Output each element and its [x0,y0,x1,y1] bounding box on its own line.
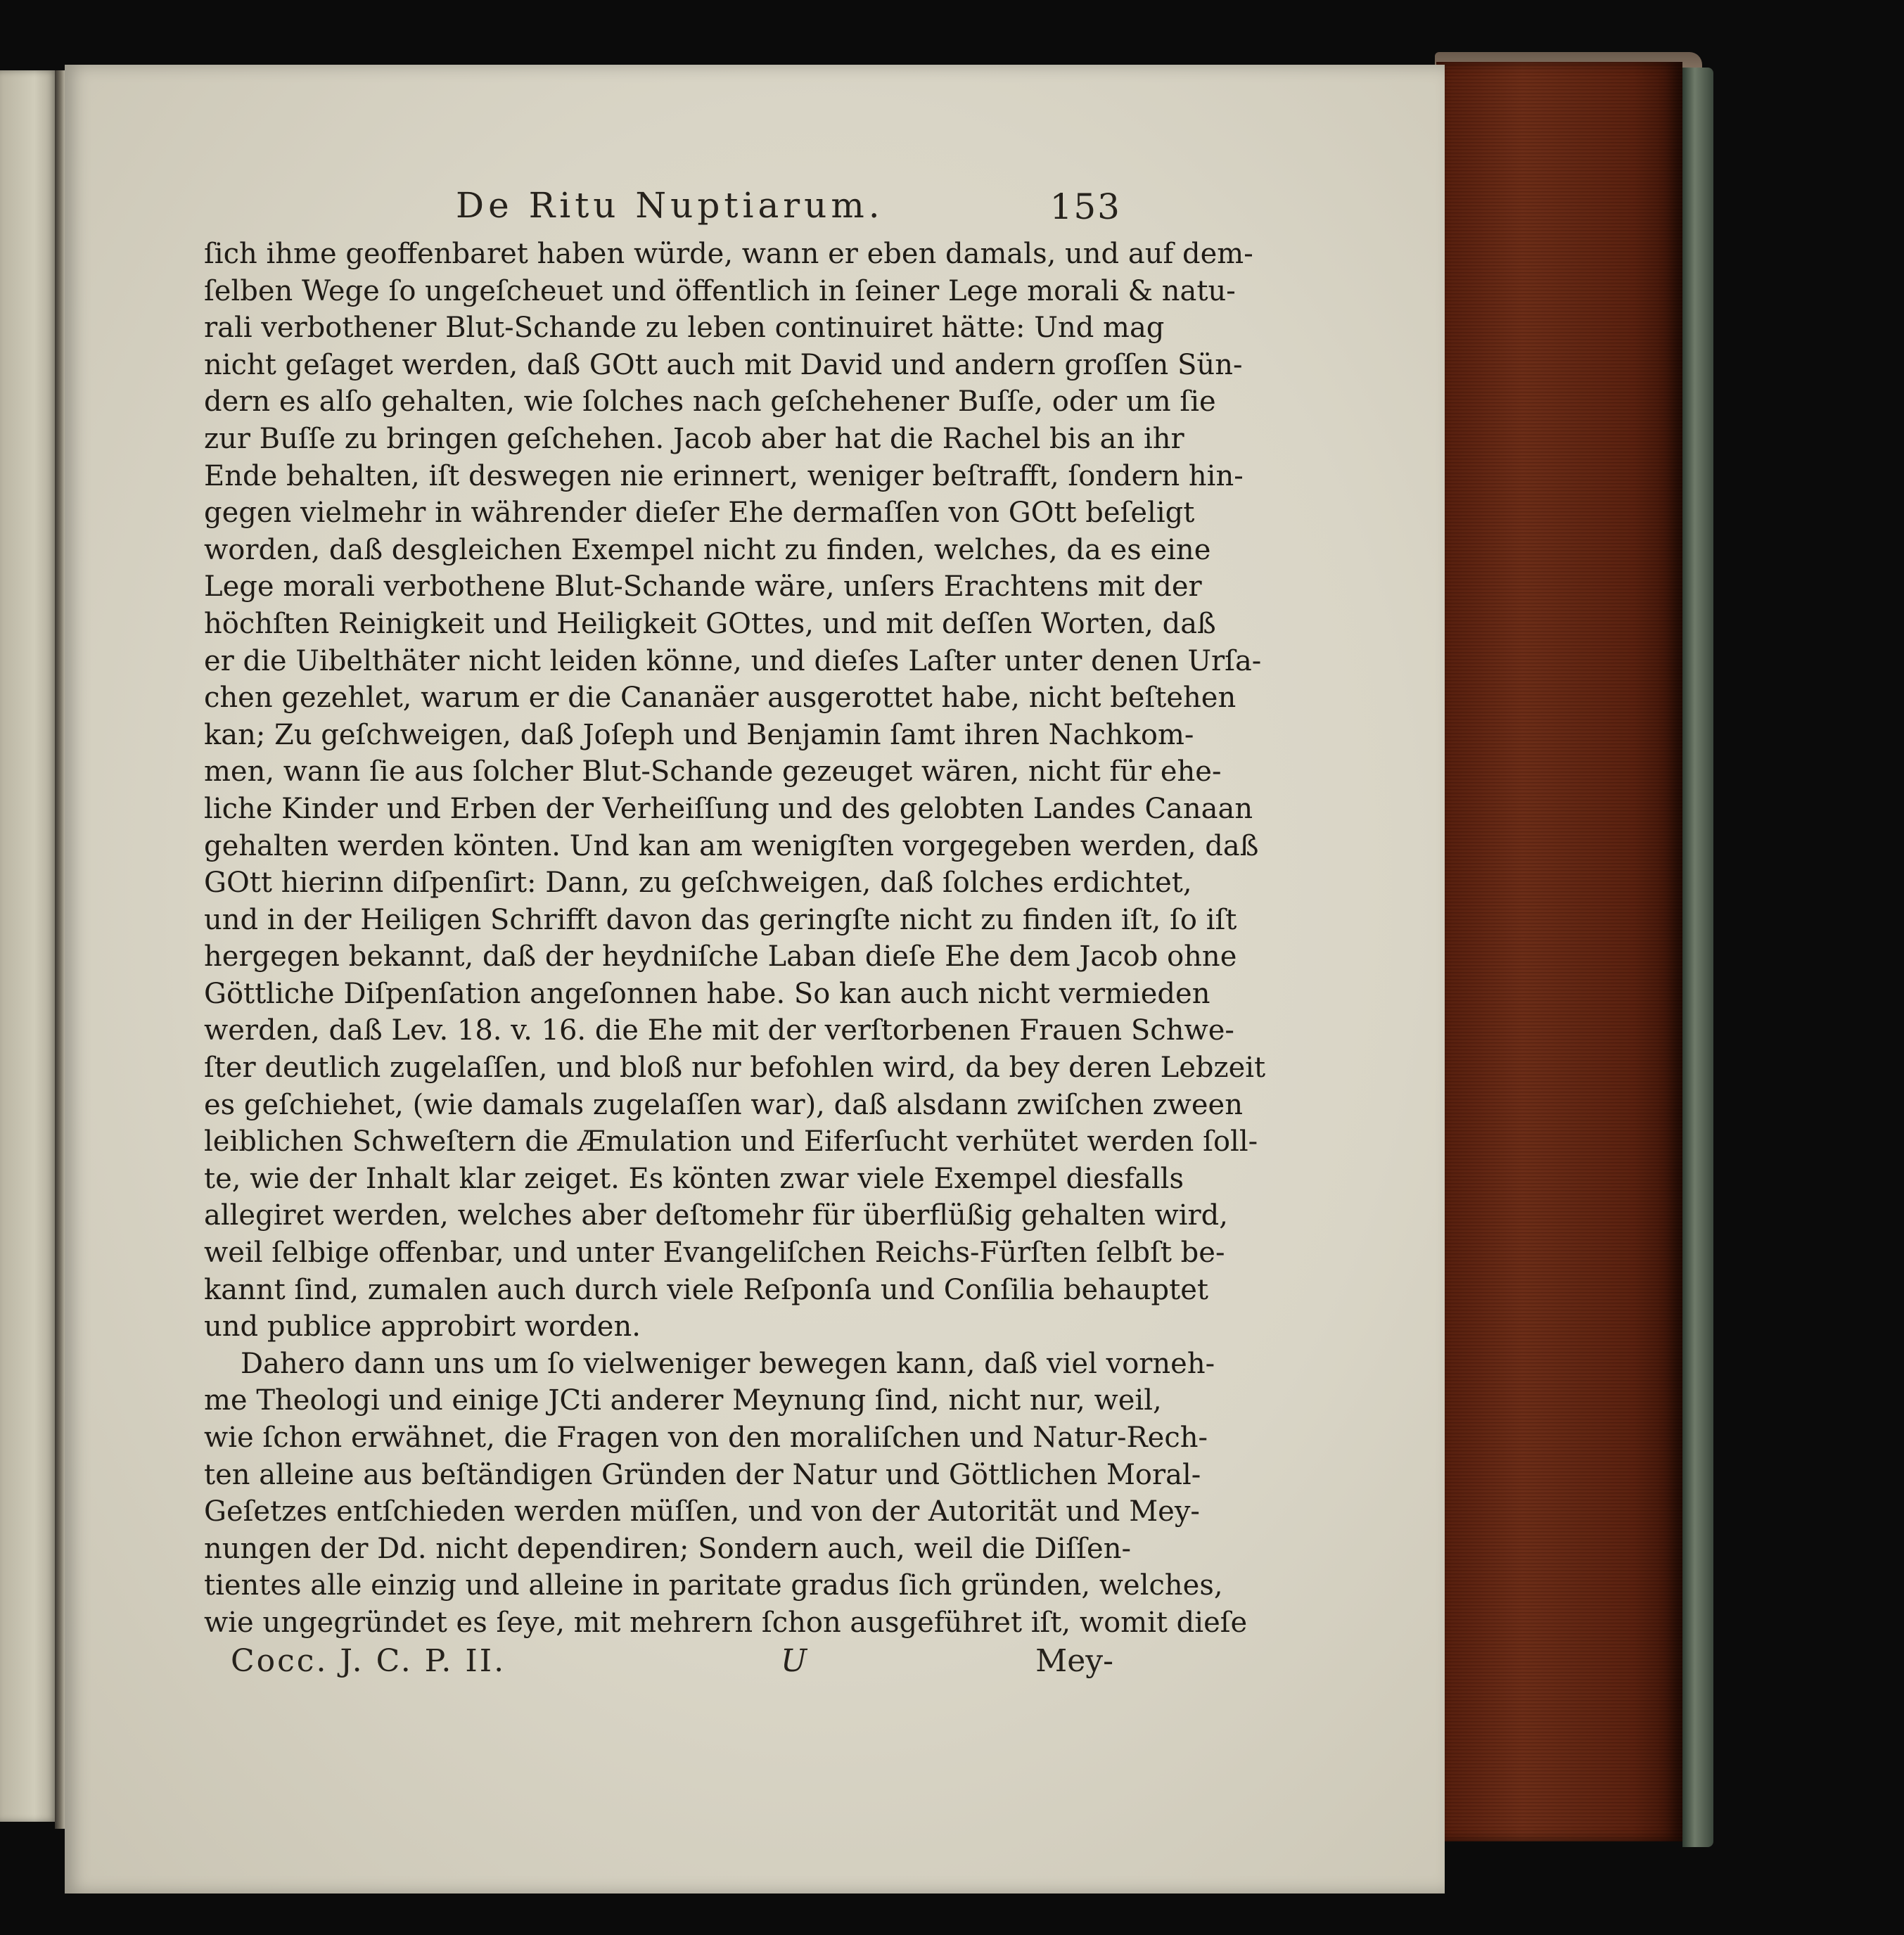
text-line: werden, daß Lev. 18. v. 16. die Ehe mit der verſtorbenen Frauen Schwe- [204,1014,1234,1047]
text-line: Dahero dann uns um ſo vielweniger bewegen kann, daß viel vorneh- [241,1347,1215,1380]
text-line: und publice approbirt worden. [204,1310,641,1343]
text-line: me Theologi und einige JCti anderer Meynung ſind, nicht nur, weil, [204,1384,1162,1417]
text-line: weil ſelbige offenbar, und unter Evangeliſchen Reichs-Fürſten ſelbſt be- [204,1237,1225,1270]
text-line: Ende behalten, iſt deswegen nie erinnert, weniger beſtrafft, ſondern hin- [204,459,1244,492]
text-line: und in der Heiligen Schrifft davon das geringſte nicht zu finden iſt, ſo iſt [204,903,1237,936]
text-line: hergegen bekannt, daß der heydniſche Laban dieſe Ehe dem Jacob ohne [204,940,1237,973]
text-line: ten alleine aus beſtändigen Gründen der Natur und Göttlichen Moral- [204,1458,1201,1491]
text-line: rali verbothener Blut-Schande zu leben continuiret hätte: Und mag [204,312,1165,345]
text-line: ſter deutlich zugelaſſen, und bloß nur befohlen wird, da bey deren Lebzeit [204,1052,1266,1085]
text-line: nungen der Dd. nicht dependiren; Sondern auch, weil die Diſſen- [204,1532,1131,1565]
text-line: liche Kinder und Erben der Verheiſſung und des gelobten Landes Canaan [204,792,1253,825]
book-cover-edge [1682,68,1713,1847]
text-line: GOtt hierinn diſpenſirt: Dann, zu geſchweigen, daß ſolches erdichtet, [204,867,1192,900]
text-line: leiblichen Schweſtern die Æmulation und Eiferſucht verhütet werden ſoll- [204,1125,1258,1158]
text-line: ſich ihme geoffenbaret haben würde, wann er eben damals, und auf dem- [204,238,1253,270]
text-line: zur Buſſe zu bringen geſchehen. Jacob aber hat die Rachel bis an ihr [204,422,1184,455]
running-title: De Ritu Nuptiarum. [456,185,884,226]
text-line: ſelben Wege ſo ungeſcheuet und öffentlich in ſeiner Lege morali & natu- [204,274,1236,307]
text-line: worden, daß desgleichen Exempel nicht zu finden, welches, da es eine [204,533,1211,566]
body-text [204,236,1266,1642]
text-line: wie ſchon erwähnet, die Fragen von den moraliſchen und Natur-Rech- [204,1422,1208,1454]
signature-mark: U [781,1643,807,1679]
text-line: men, wann ſie aus ſolcher Blut-Schande gezeuget wären, nicht für ehe- [204,755,1222,788]
text-line: allegiret werden, welches aber deſtomehr für überflüßig gehalten wird, [204,1199,1228,1232]
facing-page-edge [0,70,58,1822]
text-line: chen gezehlet, warum er die Cananäer ausgerottet habe, nicht beſtehen [204,682,1237,715]
text-line: nicht geſaget werden, daß GOtt auch mit David und andern groſſen Sün- [204,348,1243,381]
text-line: Göttliche Diſpenſation angeſonnen habe. So kan auch nicht vermieden [204,977,1210,1010]
text-line: wie ungegründet es ſeye, mit mehrern ſchon ausgeführet iſt, womit dieſe [204,1606,1248,1639]
running-header [414,179,1131,229]
page-footer [231,1643,1113,1682]
signature-line: Cocc. J. C. P. II. [231,1643,506,1679]
page-number: 153 [1049,186,1121,227]
page-block-edge [1436,62,1682,1841]
catchword: Mey- [1035,1643,1113,1679]
text-line: kannt ſind, zumalen auch durch viele Reſponſa und Conſilia behauptet [204,1273,1208,1306]
text-line: gehalten werden könten. Und kan am wenigſten vorgegeben werden, daß [204,829,1259,862]
text-line: gegen vielmehr in währender dieſer Ehe dermaſſen von GOtt beſeligt [204,497,1195,530]
text-line: te, wie der Inhalt klar zeiget. Es könten zwar viele Exempel diesfalls [204,1162,1184,1195]
text-line: tientes alle einzig und alleine in paritate gradus ſich gründen, welches, [204,1569,1223,1602]
text-line: es geſchiehet, (wie damals zugelaſſen war), daß alsdann zwiſchen zween [204,1088,1243,1121]
text-line: er die Uibelthäter nicht leiden könne, und dieſes Laſter unter denen Urſa- [204,644,1262,677]
text-line: Geſetzes entſchieden werden müſſen, und von der Autorität und Mey- [204,1495,1200,1528]
text-line: Lege morali verbothene Blut-Schande wäre, unſers Erachtens mit der [204,570,1202,604]
text-line: dern es alſo gehalten, wie ſolches nach geſchehener Buſſe, oder um ſie [204,385,1216,419]
text-line: kan; Zu geſchweigen, daß Joſeph und Benjamin ſamt ihren Nachkom- [204,718,1194,751]
text-line: höchſten Reinigkeit und Heiligkeit GOttes, und mit deſſen Worten, daß [204,607,1216,640]
